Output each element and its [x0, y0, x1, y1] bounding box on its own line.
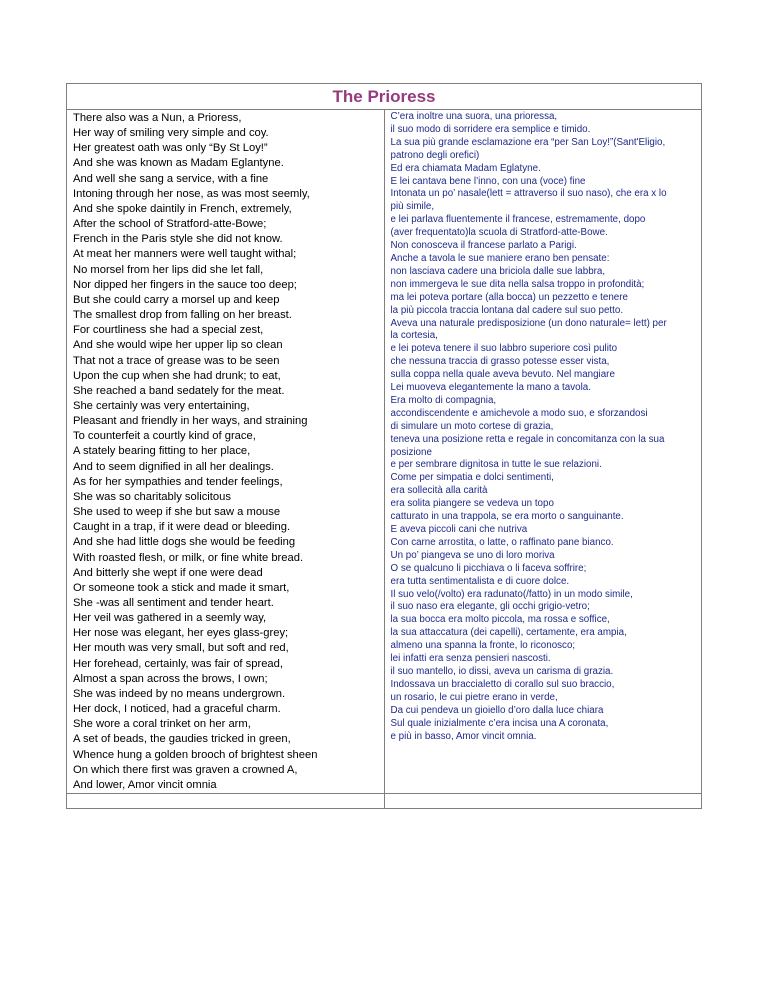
italian-verse-line: Intonata un po’ nasale(lett = attraverso il suo naso), che era x lo [390, 188, 667, 200]
page-title: The Prioress [67, 84, 702, 110]
english-verse-line: She certainly was very entertaining, [73, 399, 250, 412]
italian-verse-line: la sua attaccatura (dei capelli), certamente, era ampia, [390, 627, 627, 639]
english-verse-line: Pleasant and friendly in her ways, and straining [73, 415, 308, 428]
english-verse-line: She -was all sentiment and tender heart. [73, 597, 274, 609]
italian-verse-line: sulla coppa nella quale aveva bevuto. Nel mangiare [390, 369, 615, 381]
english-verse-line: Her nose was elegant, her eyes glass-grey; [73, 627, 289, 640]
english-verse-line: No morsel from her lips did she let fall, [73, 263, 264, 276]
italian-verse-line: e lei parlava fluentemente il francese, estremamente, dopo [390, 214, 646, 226]
italian-verse-line: Aveva una naturale predisposizione (un dono naturale= lett) per [390, 317, 667, 329]
english-verse-line: Her way of smiling very simple and coy. [73, 127, 269, 140]
english-verse-line: A stately bearing fitting to her place, [73, 445, 251, 458]
english-verse-line: She reached a band sedately for the meat. [73, 384, 285, 397]
italian-verse-line: posizione [390, 446, 432, 458]
italian-verse-line: Non conosceva il francese parlato a Parigi. [390, 240, 577, 252]
italian-verse-line: la sua bocca era molto piccola, ma rossa e soffice, [390, 614, 610, 626]
empty-footer-cell-right [384, 794, 702, 809]
italian-verse-line: e più in basso, Amor vincit omnia. [390, 730, 537, 742]
english-verse-line: Or someone took a stick and made it smart, [73, 581, 290, 594]
italian-verse-line: Indossava un braccialetto di corallo sul suo braccio, [390, 678, 615, 690]
italian-verse-line: Lei muoveva elegantemente la mano a tavola. [390, 382, 591, 394]
italian-verse-line: Sul quale inizialmente c’era incisa una A coronata, [390, 717, 609, 729]
italian-verse-line: più simile, [390, 201, 435, 213]
italian-verse-line: la cortesia, [390, 330, 438, 342]
english-verse-line: Her greatest oath was only “By St Loy!” [73, 142, 268, 155]
english-verse-line: Her forehead, certainly, was fair of spread, [73, 657, 283, 670]
english-verse-line: Her dock, I noticed, had a graceful charm. [73, 703, 281, 716]
english-verse-line: There also was a Nun, a Prioress, [73, 112, 242, 124]
italian-verse-line: Ed era chiamata Madam Eglatyne. [390, 162, 541, 174]
english-verse-line: And she was known as Madam Eglantyne. [73, 157, 284, 170]
english-verse-line: On which there first was graven a crowned A, [73, 763, 298, 776]
english-verse-line: For courtliness she had a special zest, [73, 324, 264, 337]
english-verse-line: And bitterly she wept if one were dead [73, 566, 263, 579]
italian-verse-line: Un po’ piangeva se uno di loro moriva [390, 549, 555, 561]
english-verse-line: But she could carry a morsel up and keep [73, 293, 280, 306]
english-verse-line: Almost a span across the brows, I own; [73, 672, 268, 685]
english-verse-line: Nor dipped her fingers in the sauce too deep; [73, 278, 297, 291]
italian-verse-line: e lei poteva tenere il suo labbro superiore così pulito [390, 343, 618, 355]
italian-verse-line: E aveva piccoli cani che nutriva [390, 524, 528, 535]
english-verse-line: To counterfeit a courtly kind of grace, [73, 430, 256, 443]
english-verse-line: Intoning through her nose, as was most seemly, [73, 187, 310, 200]
english-verse-line: Her veil was gathered in a seemly way, [73, 612, 267, 625]
italian-verse-line: era solita piangere se vedeva un topo [390, 498, 554, 510]
italian-verse-line: Il suo velo(/volto) era radunato(/fatto) in un modo simile, [390, 588, 633, 600]
italian-verse-line: E lei cantava bene l’inno, con una (voce) fine [390, 175, 586, 187]
english-verse-line: And lower, Amor vincit omnia [73, 778, 217, 791]
english-verse-line: And to seem dignified in all her dealings. [73, 460, 274, 473]
english-verse-line: She wore a coral trinket on her arm, [73, 718, 251, 731]
italian-verse-line: la più piccola traccia lontana dal cadere sul suo petto. [390, 304, 624, 316]
italian-lines [391, 111, 702, 743]
italian-verse-line: La sua più grande esclamazione era “per San Loy!”(Sant'Eligio, [390, 136, 666, 148]
english-verse-line: Upon the cup when she had drunk; to eat, [73, 369, 281, 382]
italian-verse-line: O se qualcuno li picchiava o li faceva soffrire; [390, 562, 587, 574]
english-verse-line: That not a trace of grease was to be seen [73, 354, 280, 367]
english-verse-line: The smallest drop from falling on her breast. [73, 309, 292, 322]
italian-verse-line: era tutta sentimentalista e di cuore dolce. [390, 575, 570, 587]
italian-verse-line: almeno una spanna la fronte, lo riconosco; [390, 640, 576, 652]
italian-verse-line: Era molto di compagnia, [390, 394, 497, 406]
italian-verse-line: Anche a tavola le sue maniere erano ben pensate: [390, 252, 610, 264]
italian-verse-line: C’era inoltre una suora, una prioressa, [390, 111, 558, 122]
italian-verse-line: Da cui pendeva un gioiello d’oro dalla luce chiara [390, 704, 604, 716]
english-lines [73, 111, 384, 793]
italian-verse-line: il suo modo di sorridere era semplice e timido. [390, 123, 591, 135]
english-verse-line: As for her sympathies and tender feelings, [73, 475, 283, 488]
english-verse-line: Her mouth was very small, but soft and red, [73, 642, 289, 655]
italian-verse-line: teneva una posizione retta e regale in concomitanza con la sua [390, 433, 665, 445]
italian-verse-line: era sollecità alla carità [390, 485, 488, 497]
italian-verse-line: patrono degli orefici) [390, 149, 480, 161]
english-verse-line: With roasted flesh, or milk, or fine white bread. [73, 551, 304, 564]
italian-verse-line: il suo mantello, io dissi, aveva un carisma di grazia. [390, 665, 614, 677]
english-verse-line: Caught in a trap, if it were dead or bleeding. [73, 521, 291, 534]
english-verse-line: And she had little dogs she would be feeding [73, 536, 296, 549]
english-verse-line: After the school of Stratford-atte-Bowe; [73, 218, 267, 231]
italian-verse-line: che nessuna traccia di grasso potesse esser vista, [390, 356, 610, 368]
italian-verse-line: ma lei poteva portare (alla bocca) un pezzetto e tenere [390, 291, 628, 303]
english-verse-line: French in the Paris style she did not know. [73, 233, 283, 246]
italian-verse-line: un rosario, le cui pietre erano in verde, [390, 691, 558, 703]
italian-verse-line: non immergeva le sue dita nella salsa troppo in profondità; [390, 278, 645, 290]
italian-verse-line: lei infatti era senza pensieri nascosti. [390, 653, 551, 665]
italian-verse-line: (aver frequentato)la scuola di Stratford-atte-Bowe. [390, 227, 608, 239]
italian-verse-line: Come per simpatia e dolci sentimenti, [390, 472, 554, 484]
italian-verse-line: il suo naso era elegante, gli occhi grigio-vetro; [390, 601, 590, 613]
italian-verse-line: e per sembrare dignitosa in tutte le sue relazioni. [390, 459, 602, 471]
english-verse-line: Whence hung a golden brooch of brightest sheen [73, 748, 318, 761]
english-verse-line: A set of beads, the gaudies tricked in green, [73, 733, 291, 746]
poem-table [66, 83, 702, 809]
english-verse-line: She was so charitably solicitous [73, 490, 231, 503]
english-verse-line: And well she sang a service, with a fine [73, 172, 269, 185]
english-verse-line: She used to weep if she but saw a mouse [73, 506, 281, 519]
italian-column [384, 110, 702, 794]
english-verse-line: And she spoke daintily in French, extremely, [73, 202, 292, 215]
italian-verse-line: non lasciava cadere una briciola dalle sue labbra, [390, 265, 606, 277]
italian-verse-line: accondiscendente e amichevole a modo suo, e sforzandosi [390, 407, 648, 419]
empty-footer-cell-left [67, 794, 385, 809]
english-verse-line: At meat her manners were well taught withal; [73, 248, 297, 261]
italian-verse-line: Con carne arrostita, o latte, o raffinato pane bianco. [390, 536, 614, 548]
english-column [67, 110, 385, 794]
english-verse-line: And she would wipe her upper lip so clean [73, 339, 283, 352]
italian-verse-line: di simulare un moto cortese di grazia, [390, 420, 554, 432]
english-verse-line: She was indeed by no means undergrown. [73, 687, 286, 700]
italian-verse-line: catturato in una trappola, se era morto o sanguinante. [390, 511, 624, 523]
